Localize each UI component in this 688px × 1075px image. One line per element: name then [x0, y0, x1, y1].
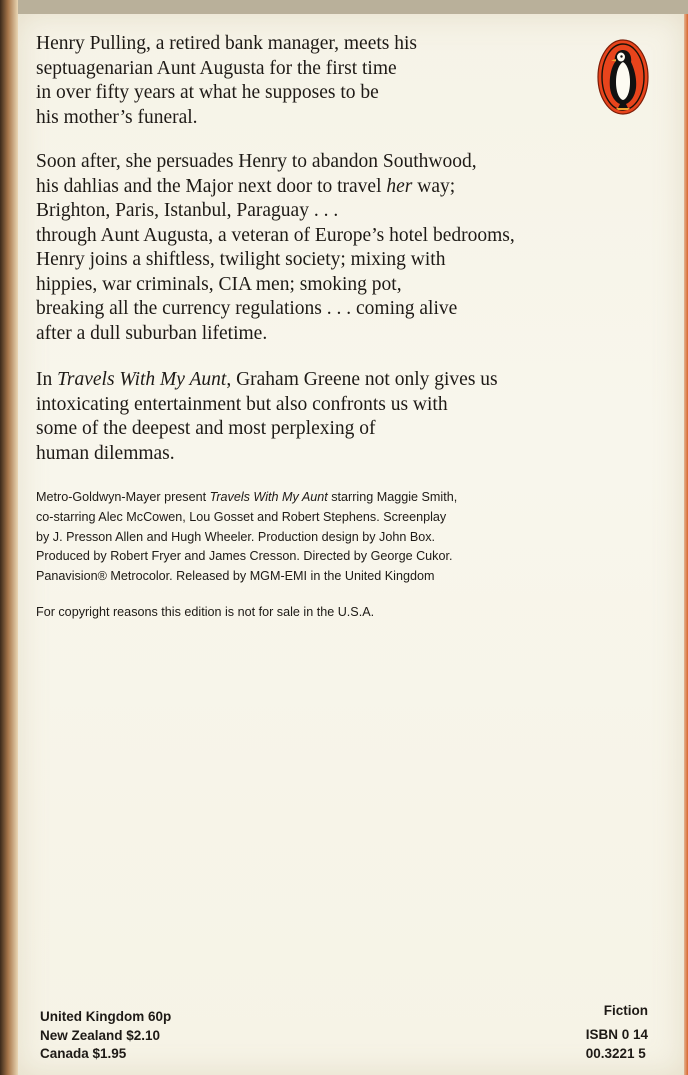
back-cover	[18, 14, 684, 1075]
blurb-line: breaking all the currency regulations . . . coming alive	[36, 298, 458, 319]
credits-line: Produced by Robert Fryer and James Cresson. Directed by George Cukor.	[36, 549, 453, 564]
credits-line	[36, 488, 556, 508]
credits-line: co-starring Alec McCowen, Lou Gosset and Robert Stephens. Screenplay	[36, 509, 447, 524]
price-nz: New Zealand $2.10	[40, 1027, 161, 1043]
blurb-line: intoxicating entertainment but also confronts us with	[36, 393, 448, 415]
blurb-line	[36, 368, 596, 393]
book-title: Travels With My Aunt	[57, 369, 227, 390]
isbn-line: ISBN 0 14	[585, 1027, 648, 1042]
price-uk: United Kingdom 60p	[40, 1009, 172, 1024]
blurb-paragraph-3	[36, 368, 596, 466]
blurb-paragraph-1	[36, 32, 596, 130]
spine-edge	[0, 0, 18, 1075]
copyright-notice: For copyright reasons this edition is not for sale in the U.S.A.	[36, 605, 375, 619]
blurb-line: hippies, war criminals, CIA men; smoking pot,	[36, 273, 402, 295]
blurb-text: his dahlias and the Major next door to travel	[36, 175, 387, 197]
credits-text: Metro-Goldwyn-Mayer present	[36, 490, 210, 504]
blurb-line: in over fifty years at what he supposes to be	[36, 82, 379, 103]
price-list	[40, 1008, 171, 1064]
genre-label: Fiction	[603, 1003, 648, 1018]
credits-line: by J. Presson Allen and Hugh Wheeler. Production design by John Box.	[36, 529, 436, 544]
film-credits	[36, 488, 556, 587]
blurb-line: human dilemmas.	[36, 442, 175, 464]
film-title: Travels With My Aunt	[209, 490, 328, 504]
penguin-logo-icon	[596, 38, 650, 116]
price-canada: Canada $1.95	[40, 1046, 127, 1061]
credits-line: Panavision® Metrocolor. Released by MGM-EMI in the United Kingdom	[36, 569, 435, 584]
credits-text: starring Maggie Smith,	[327, 490, 458, 504]
isbn-line: 00.3221 5	[585, 1045, 646, 1061]
blurb-emphasis: her	[386, 175, 413, 197]
blurb-text: In	[36, 369, 58, 390]
blurb-line: Brighton, Paris, Istanbul, Paraguay . . .	[36, 200, 339, 221]
blurb-text: , Graham Greene not only gives us	[226, 369, 498, 390]
blurb-line: septuagenarian Aunt Augusta for the first time	[36, 57, 397, 79]
blurb-line: through Aunt Augusta, a veteran of Europe’s hotel bedrooms,	[36, 224, 515, 246]
blurb-line: Henry joins a shiftless, twilight society; mixing with	[36, 249, 446, 270]
blurb-paragraph-2	[36, 150, 596, 346]
blurb-line: some of the deepest and most perplexing of	[36, 418, 376, 439]
blurb-line	[36, 175, 596, 200]
blurb-text: way;	[412, 175, 456, 197]
blurb-line: his mother’s funeral.	[36, 106, 198, 128]
blurb-line: Soon after, she persuades Henry to abandon Southwood,	[36, 151, 477, 172]
blurb-line: after a dull suburban lifetime.	[36, 322, 268, 344]
isbn-number	[586, 1026, 648, 1063]
blurb-line: Henry Pulling, a retired bank manager, meets his	[36, 33, 417, 54]
